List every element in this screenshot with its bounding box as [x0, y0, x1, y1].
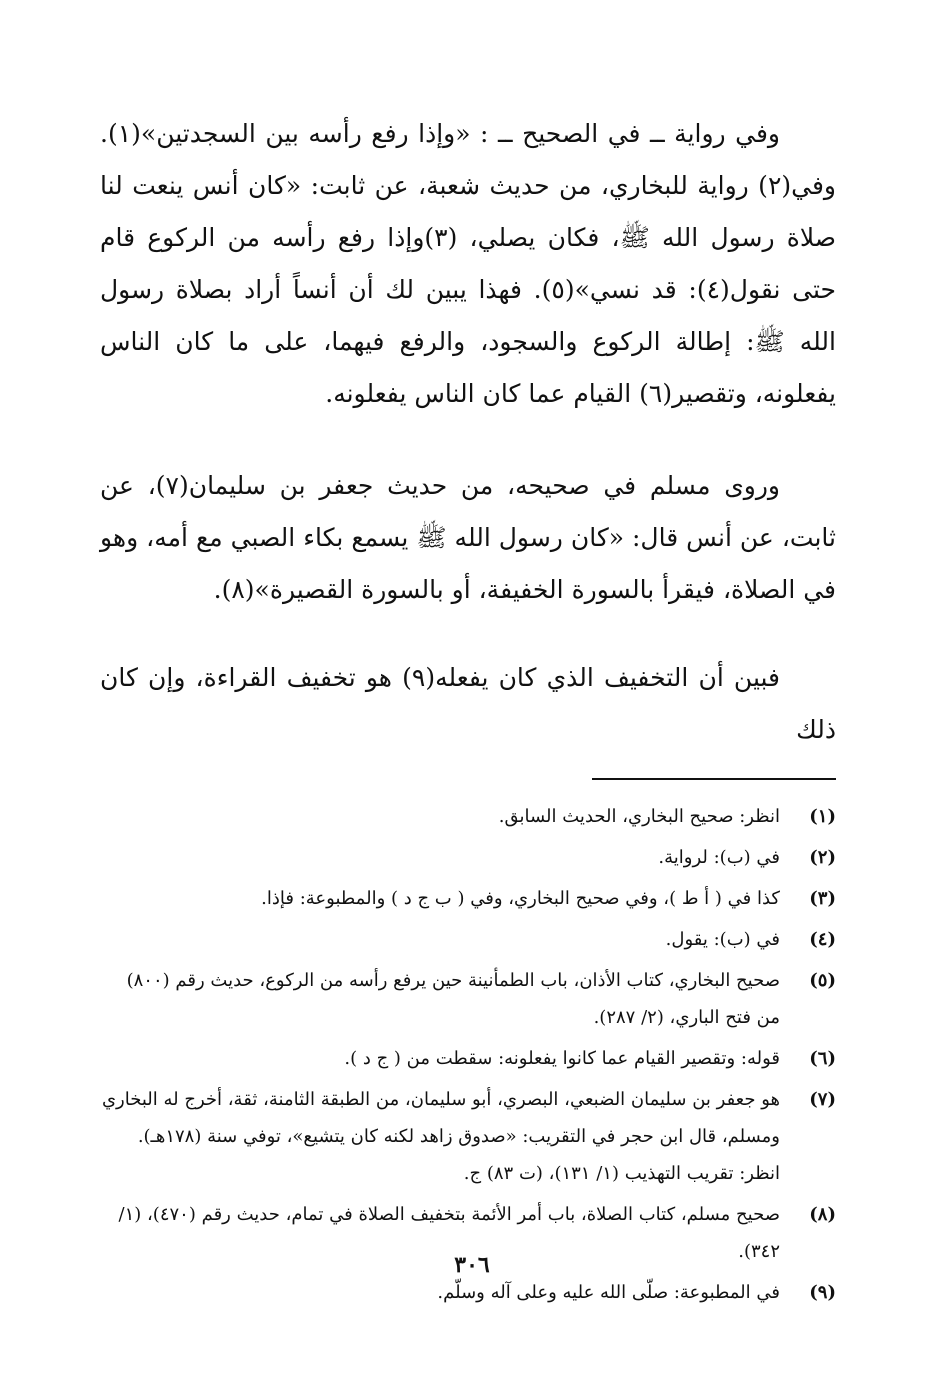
paragraph-1-line-2: وفي(٢) رواية للبخاري، من حديث شعبة، عن ثابت: «كان أنس ينعت لنا صلاة — [100, 171, 837, 252]
paragraph-2 — [100, 460, 836, 616]
footnote-text: كذا في ( أ ط )، وفي صحيح البخاري، وفي ( ب ج د ) والمطبوعة: فإذا. — [261, 888, 780, 909]
paragraph-1 — [100, 108, 836, 420]
footnote-number: (٣) — [809, 888, 836, 909]
paragraph-2-line-1: وروى مسلم في صحيحه، من حديث جعفر بن سليمان(٧)، عن ثابت، — [100, 471, 836, 552]
footnote-number: (٥) — [809, 970, 836, 991]
paragraph-2-line-3: فيقرأ بالسورة الخفيفة، أو بالسورة القصيرة»(٨). — [213, 575, 715, 604]
footnote-number: (٢) — [809, 847, 836, 868]
paragraph-1-line-1: وفي رواية ــ في الصحيح ــ : «وإذا رفع رأسه بين السجدتين»(١). — [100, 119, 780, 148]
footnote-number: (٤) — [809, 929, 836, 950]
footnote-9 — [100, 1274, 836, 1311]
footnote-1 — [100, 798, 836, 835]
page-number: ٣٠٦ — [454, 1252, 490, 1278]
footnote-4 — [100, 921, 836, 958]
footnote-separator — [592, 778, 836, 780]
paragraph-1-line-5: والسجود، والرفع فيهما، على ما كان الناس يفعلونه، وتقصير(٦) القيام عما — [100, 327, 836, 408]
paragraph-3-line-1: فبين أن التخفيف الذي كان يفعله(٩) هو تخفيف القراءة، وإن كان ذلك — [100, 663, 836, 744]
footnote-2 — [100, 839, 836, 876]
footnote-number: (٦) — [809, 1048, 836, 1069]
footnote-6 — [100, 1040, 836, 1077]
footnote-text: قوله: وتقصير القيام عما كانوا يفعلونه: سقطت من ( ج د ). — [344, 1048, 780, 1069]
paragraph-1-line-4: قد نسي»(٥). فهذا يبين لك أن أنساً أراد بصلاة رسول الله ﷺ: إطالة الركوع — [100, 275, 836, 356]
footnote-number: (٧) — [809, 1089, 836, 1110]
page-content — [100, 108, 836, 1315]
footnote-text: صحيح البخاري، كتاب الأذان، باب الطمأنينة حين يرفع رأسه من الركوع، حديث رقم (٨٠٠) من فتح الباري، (٢/ ٢٨٧). — [126, 970, 780, 1028]
paragraph-3 — [100, 652, 836, 756]
footnote-text: صحيح مسلم، كتاب الصلاة، باب أمر الأئمة بتخفيف الصلاة في تمام، حديث رقم (٤٧٠)، (١/ ٣٤٢). — [118, 1204, 780, 1262]
paragraph-1-line-3: رسول الله ﷺ، فكان يصلي، (٣)وإذا رفع رأسه من الركوع قام حتى نقول(٤): — [100, 223, 836, 304]
paragraph-1-line-6: كان الناس يفعلونه. — [325, 379, 521, 408]
footnote-7 — [100, 1081, 836, 1192]
footnote-text: في (ب): يقول. — [665, 929, 780, 950]
footnote-text: هو جعفر بن سليمان الضبعي، البصري، أبو سليمان، من الطبقة الثامنة، ثقة، أخرج له البخاري ومسلم، قال ابن حجر في التقريب: «صدوق زاهد لكنه كان يتشيع»، توفي سنة (١٧٨هـ). انظر: تقريب التهذيب (١/ ١٣١)، (ت ٨٣) ج. — [101, 1089, 780, 1184]
footnote-number: (٨) — [809, 1204, 836, 1225]
footnotes — [100, 798, 836, 1311]
footnote-number: (٩) — [809, 1282, 836, 1303]
footnote-text: انظر: صحيح البخاري، الحديث السابق. — [498, 806, 780, 827]
footnote-number: (١) — [809, 806, 836, 827]
footnote-text: في المطبوعة: صلّى الله عليه وعلى آله وسلّم. — [437, 1282, 780, 1303]
paragraph-2-line-2: عن أنس قال: «كان رسول الله ﷺ يسمع بكاء الصبي مع أمه، وهو في الصلاة، — [100, 523, 836, 604]
footnote-3 — [100, 880, 836, 917]
footnote-5 — [100, 962, 836, 1036]
footnote-text: في (ب): لرواية. — [658, 847, 780, 868]
